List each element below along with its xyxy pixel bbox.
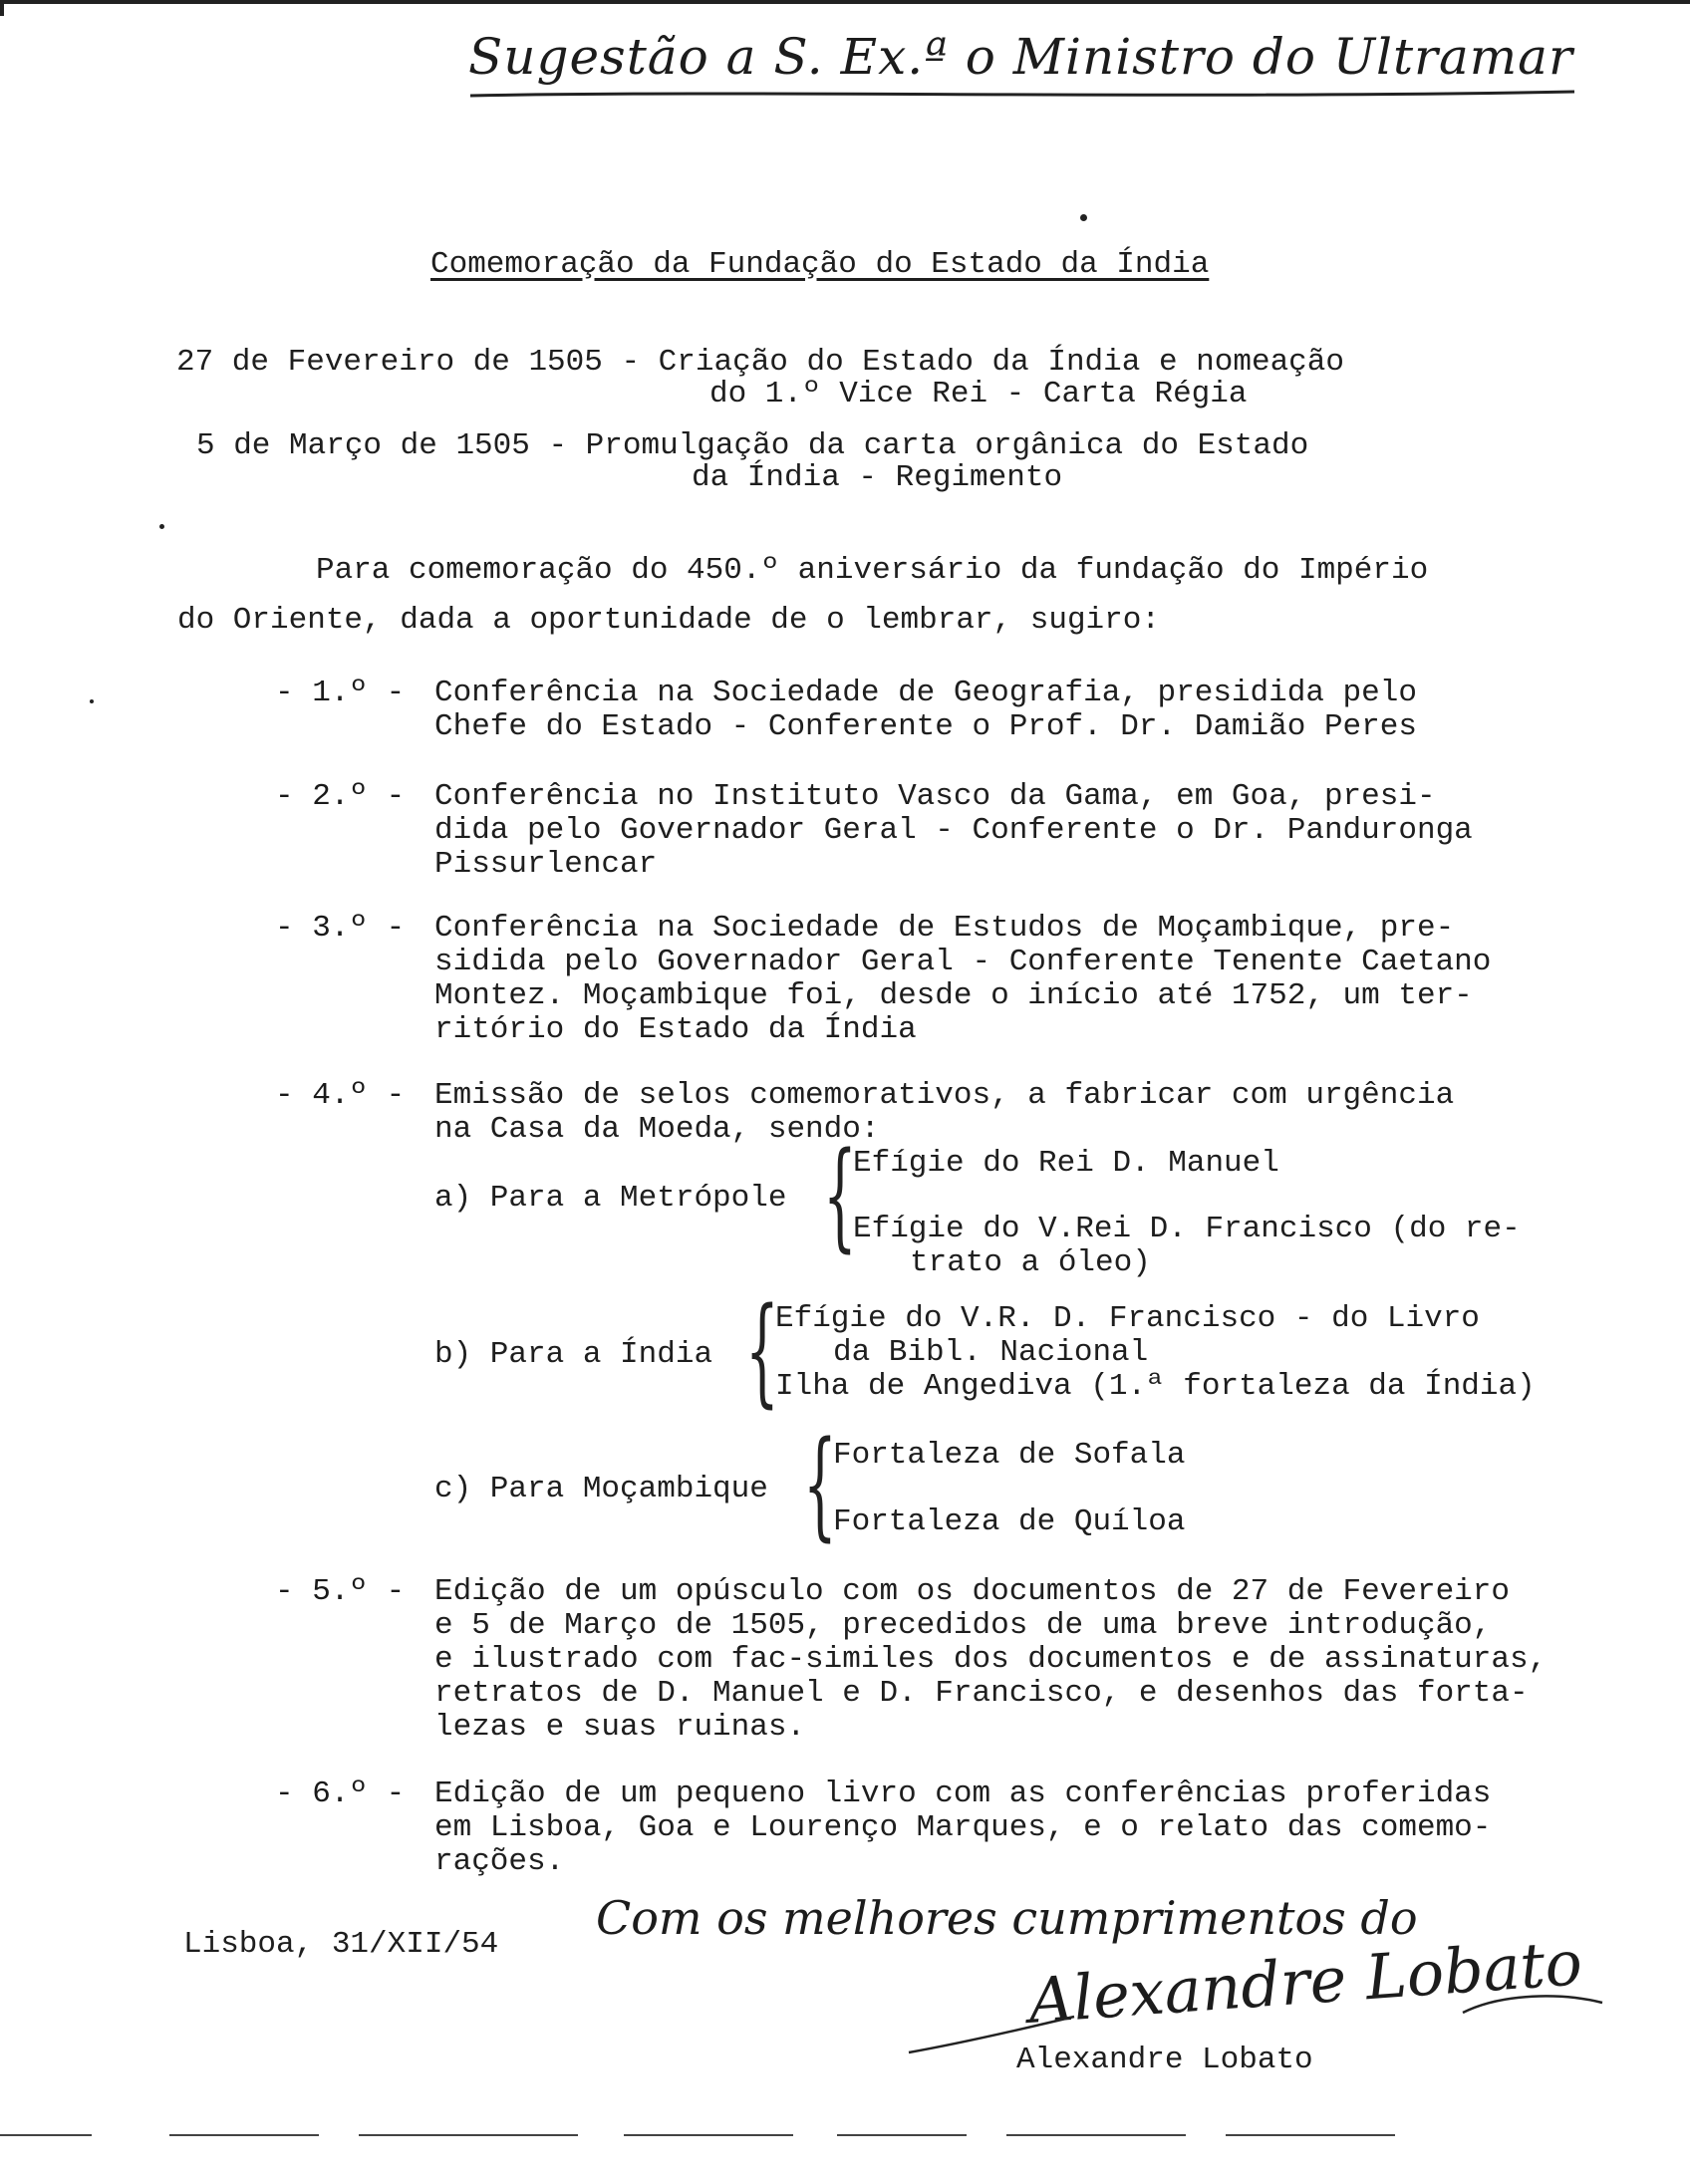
- date-entry-continued: do 1.º Vice Rei - Carta Régia: [709, 377, 1248, 411]
- item-line: na Casa da Moeda, sendo:: [434, 1112, 880, 1147]
- item-line: e 5 de Março de 1505, precedidos de uma breve introdução,: [434, 1608, 1492, 1643]
- date-entry-continued: da Índia - Regimento: [692, 460, 1063, 495]
- date-entry-lead: 5 de Março de 1505 - Promulgação da carta orgânica do Estado: [196, 428, 1309, 463]
- bottom-rule-segment: [1226, 2134, 1395, 2136]
- stamp-entry: trato a óleo): [910, 1245, 1151, 1280]
- handwritten-signature: Alexandre Lobato: [1026, 1926, 1585, 2038]
- stamp-entry: Efígie do Rei D. Manuel: [853, 1146, 1279, 1181]
- item-line: e ilustrado com fac-similes dos documentos e de assinaturas,: [434, 1642, 1548, 1677]
- bottom-rule-segment: [624, 2134, 793, 2136]
- stamp-group-label: c) Para Moçambique: [434, 1472, 768, 1506]
- item-number: - 3.º -: [275, 911, 406, 946]
- item-line: Conferência na Sociedade de Geografia, presidida pelo: [434, 676, 1417, 710]
- brace: {: [823, 1126, 857, 1263]
- item-number: - 5.º -: [275, 1574, 406, 1609]
- item-number: - 2.º -: [275, 779, 406, 814]
- item-line: rações.: [434, 1844, 565, 1879]
- item-line: em Lisboa, Goa e Lourenço Marques, e o relato das comemo-: [434, 1810, 1492, 1845]
- ink-dot: [90, 699, 94, 703]
- item-line: Montez. Moçambique foi, desde o início até 1752, um ter-: [434, 978, 1473, 1013]
- handwritten-annotation: Sugestão a S. Ex.ª o Ministro do Ultramar: [468, 28, 1573, 86]
- stamp-entry: da Bibl. Nacional: [833, 1335, 1149, 1370]
- bottom-rule-segment: [169, 2134, 319, 2136]
- bottom-rule-segment: [359, 2134, 578, 2136]
- item-number: - 6.º -: [275, 1776, 406, 1811]
- annotation-underline: [468, 88, 1584, 102]
- stamp-entry: Fortaleza de Sofala: [833, 1438, 1186, 1473]
- item-line: Emissão de selos comemorativos, a fabricar com urgência: [434, 1078, 1455, 1113]
- item-line: Chefe do Estado - Conferente o Prof. Dr. Damião Peres: [434, 709, 1417, 744]
- signatory-name: Alexandre Lobato: [1016, 2043, 1313, 2077]
- brace: {: [745, 1281, 779, 1419]
- intro-line: Para comemoração do 450.º aniversário da fundação do Império: [316, 553, 1429, 588]
- bottom-rule-segment: [1006, 2134, 1186, 2136]
- date-entry-lead: 27 de Fevereiro de 1505 - Criação do Estado da Índia e nomeação: [176, 345, 1344, 380]
- bottom-rule-segment: [837, 2134, 967, 2136]
- ink-dot: [159, 524, 164, 529]
- item-line: Edição de um opúsculo com os documentos de 27 de Fevereiro: [434, 1574, 1510, 1609]
- item-number: - 4.º -: [275, 1078, 406, 1113]
- handwritten-closing: Com os melhores cumprimentos do: [596, 1891, 1418, 1945]
- ink-dot: [1080, 214, 1087, 221]
- stamp-entry: Efígie do V.R. D. Francisco - do Livro: [775, 1301, 1480, 1336]
- stamp-group-label: b) Para a Índia: [434, 1337, 713, 1372]
- item-line: dida pelo Governador Geral - Conferente o Dr. Panduronga: [434, 813, 1473, 848]
- item-line: sidida pelo Governador Geral - Conferente Tenente Caetano: [434, 945, 1492, 979]
- item-line: Pissurlencar: [434, 847, 658, 882]
- item-line: lezas e suas ruinas.: [434, 1710, 806, 1745]
- stamp-entry: Fortaleza de Quíloa: [833, 1504, 1186, 1539]
- item-line: retratos de D. Manuel e D. Francisco, e desenhos das forta-: [434, 1676, 1529, 1711]
- intro-line: do Oriente, dada a oportunidade de o lembrar, sugiro:: [177, 603, 1160, 638]
- item-line: Edição de um pequeno livro com as conferências proferidas: [434, 1776, 1492, 1811]
- bottom-rule-segment: [0, 2134, 92, 2136]
- item-line: Conferência na Sociedade de Estudos de Moçambique, pre-: [434, 911, 1455, 946]
- brace: {: [803, 1415, 837, 1552]
- scan-border-left: [0, 0, 4, 16]
- document-title: Comemoração da Fundação do Estado da Índia: [430, 247, 1210, 282]
- scan-border-top: [0, 0, 1690, 4]
- item-number: - 1.º -: [275, 676, 406, 710]
- place-date: Lisboa, 31/XII/54: [183, 1927, 499, 1962]
- stamp-entry: Ilha de Angediva (1.ª fortaleza da Índia): [775, 1369, 1536, 1404]
- stamp-group-label: a) Para a Metrópole: [434, 1181, 787, 1216]
- item-line: ritório do Estado da Índia: [434, 1012, 917, 1047]
- stamp-entry: Efígie do V.Rei D. Francisco (do re-: [853, 1212, 1521, 1246]
- item-line: Conferência no Instituto Vasco da Gama, em Goa, presi-: [434, 779, 1436, 814]
